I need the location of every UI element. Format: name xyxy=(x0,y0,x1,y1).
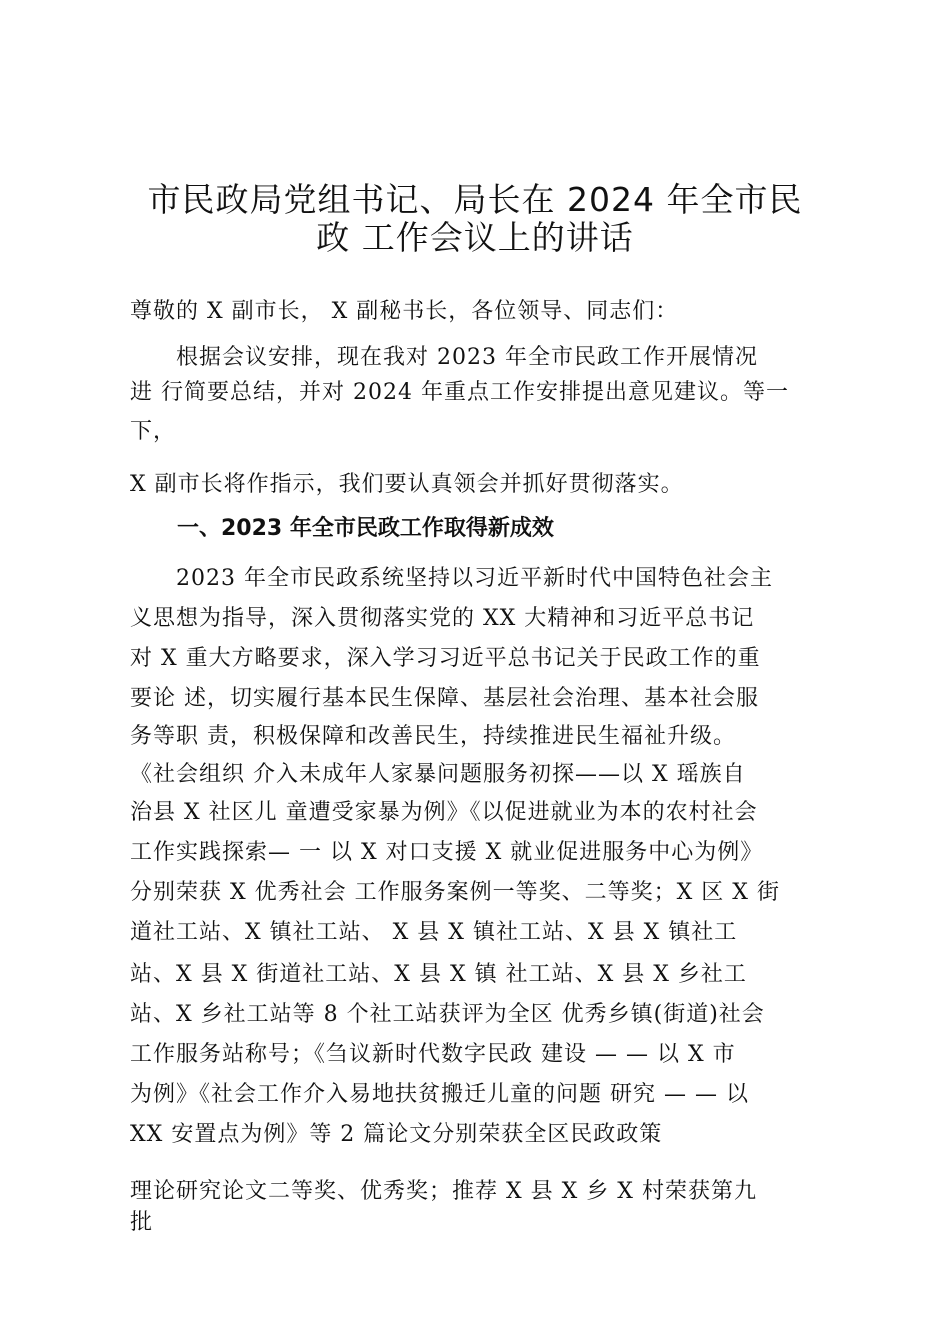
intro-line: X 副市长将作指示，我们要认真领会并抓好贯彻落实。 xyxy=(130,472,684,497)
body-line: 治县 X 社区儿 童遭受家暴为例》《以促进就业为本的农村社会 xyxy=(130,800,758,825)
body-line: XX 安置点为例》等 2 篇论文分别荣获全区民政政策 xyxy=(130,1122,663,1147)
body-line: 务等职 责，积极保障和改善民生，持续推进民生福祉升级。 xyxy=(130,724,736,749)
body-line: 《社会组织 介入未成年人家暴问题服务初探——以 X 瑶族自 xyxy=(130,762,746,787)
body-line: 2023 年全市民政系统坚持以习近平新时代中国特色社会主 xyxy=(130,566,773,591)
document-title-line-2: 政 工作会议上的讲话 xyxy=(316,218,634,257)
body-line: 为例》《社会工作介入易地扶贫搬迁儿童的问题 研究 — — 以 xyxy=(130,1082,749,1107)
body-line: 工作实践探索— 一 以 X 对口支援 X 就业促进服务中心为例》 xyxy=(130,840,764,865)
body-line: 批 xyxy=(130,1210,154,1235)
body-line: 理论研究论文二等奖、优秀奖；推荐 X 县 X 乡 X 村荣获第九 xyxy=(130,1179,757,1204)
body-line: 站、X 乡社工站等 8 个社工站获评为全区 优秀乡镇(街道)社会 xyxy=(130,1002,765,1027)
intro-line: 根据会议安排，现在我对 2023 年全市民政工作开展情况 xyxy=(130,345,758,370)
body-line: 站、X 县 X 街道社工站、X 县 X 镇 社工站、X 县 X 乡社工 xyxy=(130,962,747,987)
intro-line: 进 行简要总结，并对 2024 年重点工作安排提出意见建议。等一 xyxy=(130,380,789,405)
document-title-line-1: 市民政局党组书记、局长在 2024 年全市民 xyxy=(147,180,803,219)
section-heading: 一、2023 年全市民政工作取得新成效 xyxy=(177,516,554,541)
body-line: 道社工站、X 镇社工站、 X 县 X 镇社工站、X 县 X 镇社工 xyxy=(130,920,738,945)
body-line: 分别荣获 X 优秀社会 工作服务案例一等奖、二等奖；X 区 X 街 xyxy=(130,880,780,905)
body-line: 义思想为指导，深入贯彻落实党的 XX 大精神和习近平总书记 xyxy=(130,606,755,631)
intro-line: 下， xyxy=(130,419,177,444)
body-line: 要论 述，切实履行基本民生保障、基层社会治理、基本社会服 xyxy=(130,686,759,711)
body-line: 对 X 重大方略要求，深入学习习近平总书记关于民政工作的重 xyxy=(130,646,761,671)
salutation: 尊敬的 X 副市长， X 副秘书长，各位领导、同志们： xyxy=(130,299,679,324)
body-line: 工作服务站称号；《刍议新时代数字民政 建设 — — 以 X 市 xyxy=(130,1042,736,1067)
